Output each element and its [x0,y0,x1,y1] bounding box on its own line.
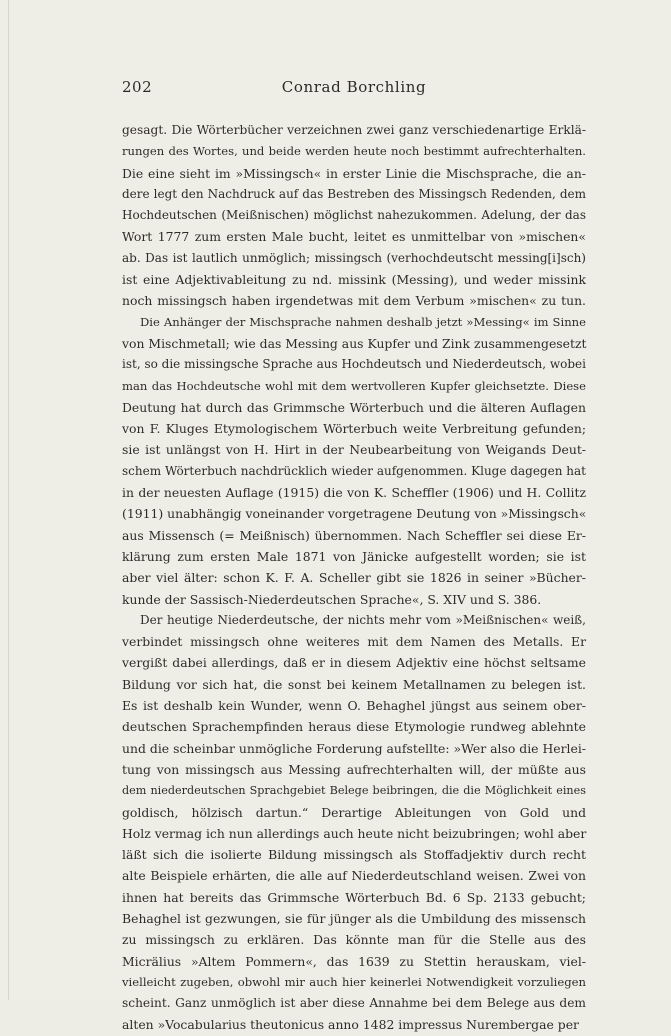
text-line: noch missingsch haben irgendetwas mit dem Verbum »mischen« zu tun. [122,293,586,309]
text-line: Die eine sieht im »Missingsch« in erster Linie die Mischsprache, die an- [122,165,586,181]
text-line: Bildung vor sich hat, die sonst bei keinem Metallnamen zu belegen ist. [122,676,586,692]
paragraph-2 [122,610,586,1036]
text-line: Micrälius »Altem Pommern«, das 1639 zu Stettin herauskam, viel- [122,953,586,969]
text-line: ab. Das ist lautlich unmöglich; missingsch (verhochdeutscht messing[i]sch) [122,250,586,265]
text-line: Es ist deshalb kein Wunder, wenn O. Behaghel jüngst aus seinem ober- [122,698,586,714]
text-line: deutschen Sprachempfinden heraus diese Etymologie rundweg ablehnte [122,719,586,735]
text-line: Deutung hat durch das Grimmsche Wörterbuch und die älteren Auflagen [122,399,586,415]
text-line: Der heutige Niederdeutsche, der nichts mehr vom »Meißnischen« weiß, [140,612,586,627]
text-line: Wort 1777 zum ersten Male bucht, leitet es unmittelbar von »mischen« [122,229,586,245]
text-line: von F. Kluges Etymologischem Wörterbuch weite Verbreitung gefunden; [122,421,586,437]
text-line: verbindet missingsch ohne weiteres mit dem Namen des Metalls. Er [122,634,586,650]
text-line: vielleicht zugeben, obwohl mir auch hier keinerlei Notwendigkeit vorzuliegen [122,974,586,989]
page-number: 202 [122,78,153,96]
text-line: und die scheinbar unmögliche Forderung aufstellte: »Wer also die Herlei- [122,740,586,756]
text-line: (1911) unabhängig voneinander vorgetragene Deutung von »Missingsch« [122,506,587,522]
page-header [122,78,586,100]
text-line: aber viel älter: schon K. F. A. Scheller gibt sie 1826 in seiner »Bücher- [122,570,586,586]
text-line: dere legt den Nachdruck auf das Bestreben des Missingsch Redenden, dem [122,186,586,201]
text-line: läßt sich die isolierte Bildung missingsch als Stoffadjektiv durch recht [122,847,586,863]
text-line: sie ist unlängst von H. Hirt in der Neubearbeitung von Weigands Deut- [122,442,586,458]
text-line: alte Beispiele erhärten, die alle auf Niederdeutschland weisen. Zwei von [122,868,586,884]
running-head: Conrad Borchling [281,78,427,96]
body-text [122,120,586,1036]
text-line: Holz vermag ich nun allerdings auch heute nicht beizubringen; wohl aber [122,825,587,841]
text-line: gesagt. Die Wörterbücher verzeichnen zwei ganz verschiedenartige Erklä- [122,123,586,137]
text-line: rungen des Wortes, und beide werden heute noch bestimmt aufrechterhalten. [122,144,586,159]
text-line: vergißt dabei allerdings, daß er in diesem Adjektiv eine höchst seltsame [122,655,586,671]
text-line: klärung zum ersten Male 1871 von Jänicke aufgestellt worden; sie ist [122,548,586,564]
paragraph-1 [122,120,586,610]
text-line: Behaghel ist gezwungen, sie für jünger als die Umbildung des missensch [122,910,586,926]
text-line: dem niederdeutschen Sprachgebiet Belege beibringen, die die Möglichkeit eines [122,784,586,798]
text-line: scheint. Ganz unmöglich ist aber diese Annahme bei dem Belege aus dem [122,996,586,1011]
text-line: von Mischmetall; wie das Messing aus Kupfer und Zink zusammengesetzt [122,335,587,351]
text-line: aus Missensch (= Meißnisch) übernommen. Nach Scheffler sei diese Er- [122,527,586,543]
text-line: goldisch, hölzisch dartun.“ Derartige Ableitungen von Gold und [122,804,586,820]
text-line: man das Hochdeutsche wohl mit dem wertvolleren Kupfer gleichsetzte. Diese [122,378,586,393]
text-line: zu missingsch zu erklären. Das könnte man für die Stelle aus des [122,932,586,948]
text-line: alten »Vocabularius theutonicus anno 1482 impressus Nurembergae per [122,1017,579,1033]
text-line: Hochdeutschen (Meißnischen) möglichst nahezukommen. Adelung, der das [122,208,586,223]
text-line: in der neuesten Auflage (1915) die von K. Scheffler (1906) und H. Collitz [122,485,586,501]
text-line: ihnen hat bereits das Grimmsche Wörterbuch Bd. 6 Sp. 2133 gebucht; [122,889,586,905]
text-line: tung von missingsch aus Messing aufrechterhalten will, der müßte aus [122,761,586,777]
text-line: ist eine Adjektivableitung zu nd. missink (Messing), und weder missink [122,272,586,288]
page-edge-line [8,0,9,1000]
text-line: ist, so die missingsche Sprache aus Hochdeutsch und Niederdeutsch, wobei [122,357,586,372]
text-line: Die Anhänger der Mischsprache nahmen deshalb jetzt »Messing« im Sinne [140,314,586,329]
text-line: schem Wörterbuch nachdrücklich wieder aufgenommen. Kluge dagegen hat [122,463,586,478]
text-line: kunde der Sassisch-Niederdeutschen Sprache«, S. XIV und S. 386. [122,591,542,607]
